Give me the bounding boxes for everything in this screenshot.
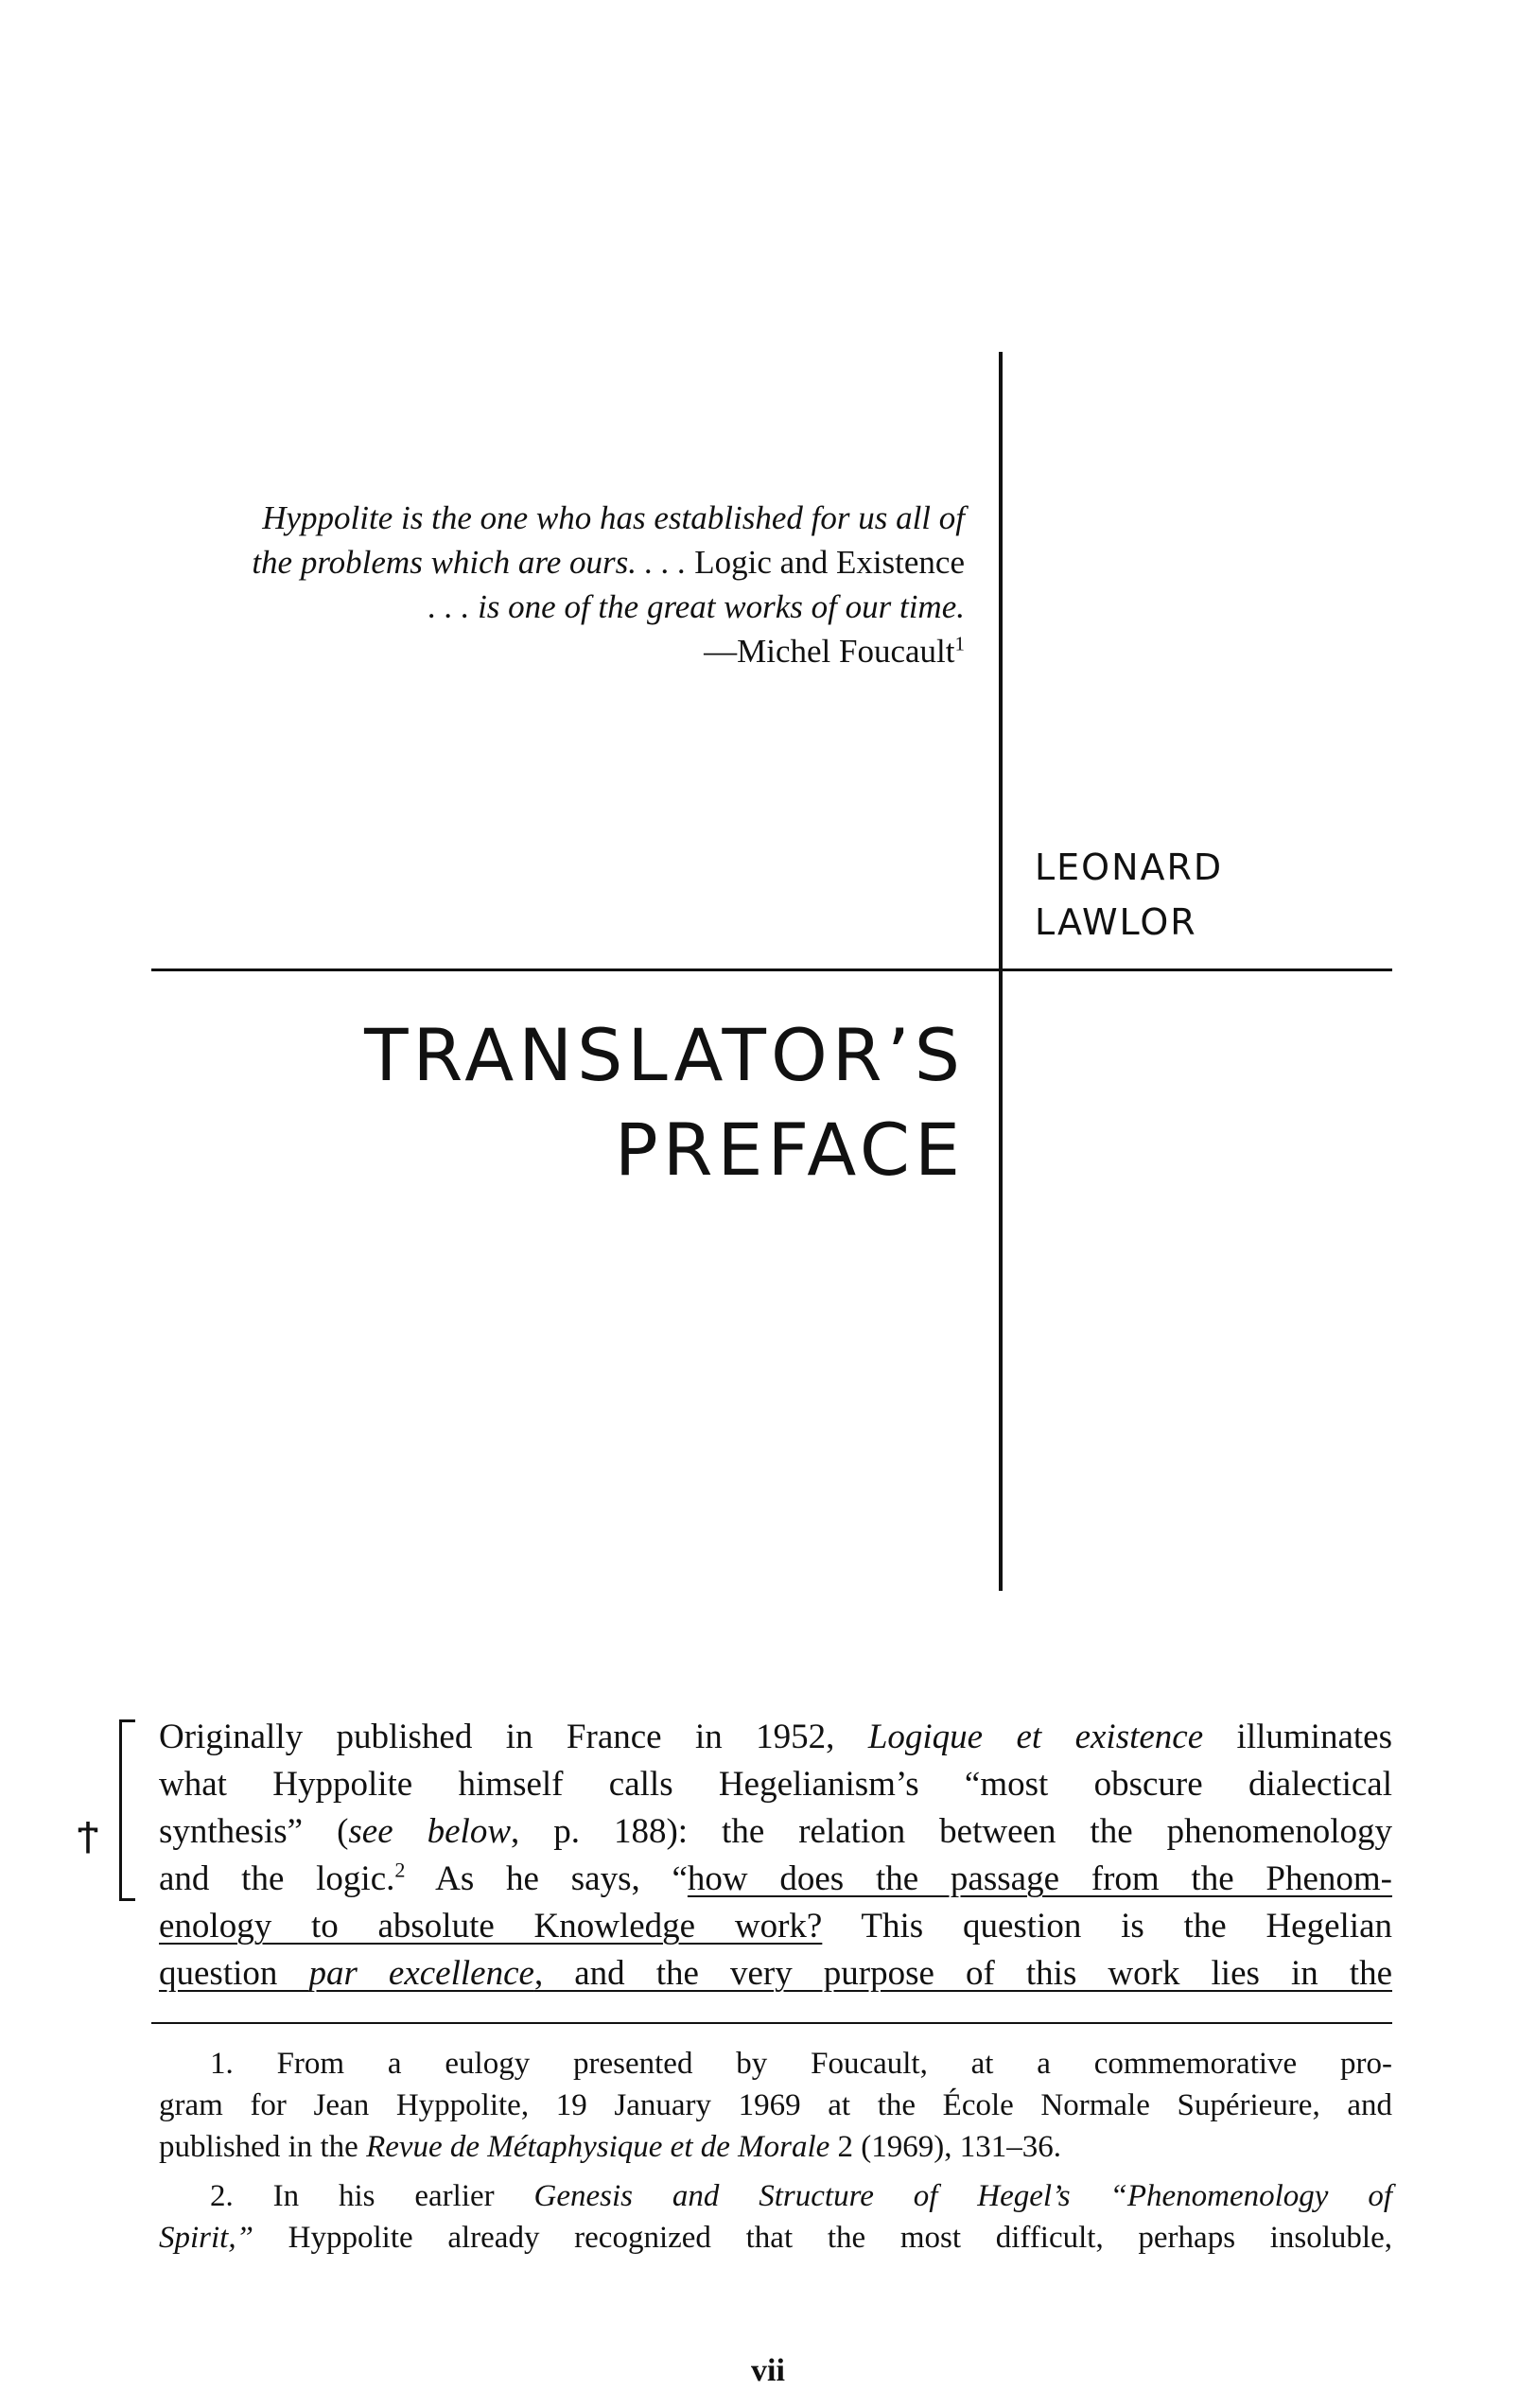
footnote-text-segment: 2 (1969), 131–36.	[829, 2130, 1062, 2164]
epigraph	[113, 496, 965, 673]
note-ref-2: 2	[394, 1858, 406, 1882]
footnote-1-line-1: 1. From a eulogy presented by Foucault, at a commemorative pro-	[210, 2047, 1392, 2081]
body-line-4	[159, 1856, 1392, 1903]
vertical-rule	[999, 352, 1003, 1591]
epigraph-line-3: . . . is one of the great works of our time.	[428, 588, 965, 625]
epigraph-line-1: Hyppolite is the one who has established for us all of	[262, 499, 965, 536]
journal-title-italic: Revue de Métaphysique et de Morale	[366, 2130, 830, 2164]
body-paragraph	[159, 1714, 1392, 1998]
footnote-text-segment: published in the	[159, 2130, 367, 2164]
book-title-italic: Spirit,”	[159, 2221, 253, 2255]
author-first-name: LEONARD	[1035, 846, 1224, 888]
chapter-title	[364, 1008, 965, 1197]
underlined-quote: how does the passage from the Phenom-	[687, 1859, 1392, 1898]
body-line-2: what Hyppolite himself calls Hegelianism’s “most obscure dialectical	[159, 1765, 1392, 1804]
footnote-1-line-3	[159, 2126, 1392, 2168]
body-line-3	[159, 1808, 1392, 1856]
page-number: vii	[751, 2353, 785, 2388]
epigraph-line-2-roman: Logic and Existence	[686, 544, 965, 581]
footnote-2-line-1	[159, 2175, 1392, 2217]
footnote-text-segment: Hyppolite already recognized that the most difficult, perhaps insoluble,	[253, 2221, 1392, 2255]
epigraph-line-2-italic: the problems which are ours. . . .	[252, 544, 687, 581]
underlined-text: question	[159, 1954, 309, 1993]
body-line-5	[159, 1903, 1392, 1950]
underlined-quote: enology to absolute Knowledge work?	[159, 1907, 823, 1946]
margin-annotation-mark: Ϯ	[78, 1816, 98, 1855]
footnote-1	[159, 2043, 1392, 2168]
epigraph-line-2	[113, 540, 965, 585]
body-text-segment: As he says, “	[405, 1859, 688, 1898]
body-line-6	[159, 1950, 1392, 1998]
epigraph-attribution	[113, 629, 965, 673]
see-below-italic: see below	[348, 1812, 512, 1851]
author-name	[1035, 840, 1223, 950]
body-text-segment: , p. 188): the relation between the phenomenology	[511, 1812, 1393, 1851]
title-line-2: PREFACE	[614, 1108, 965, 1192]
body-text-segment: This question is the Hegelian	[822, 1907, 1392, 1946]
body-text-segment: Originally published in France in 1952,	[159, 1718, 868, 1756]
body-text-segment: synthesis” (	[159, 1812, 349, 1851]
author-last-name: LAWLOR	[1035, 901, 1197, 943]
footnote-2	[159, 2175, 1392, 2259]
margin-bracket	[119, 1719, 135, 1901]
par-excellence-italic: par excellence	[308, 1954, 534, 1993]
footnote-text-segment: 2. In his earlier	[210, 2179, 534, 2213]
attribution-note-ref: 1	[954, 632, 965, 655]
footnote-1-line-2: gram for Jean Hyppolite, 19 January 1969 at the École Normale Supérieure, and	[159, 2088, 1392, 2122]
horizontal-rule	[151, 968, 1392, 971]
footnote-2-line-2	[159, 2217, 1392, 2259]
title-line-1: TRANSLATOR’S	[364, 1013, 965, 1097]
body-text-segment: illuminates	[1203, 1718, 1392, 1756]
book-title-italic: Logique et existence	[867, 1718, 1204, 1756]
footnote-separator	[151, 2022, 1392, 2024]
book-title-italic: Genesis and Structure of Hegel’s “Phenomenology of	[533, 2179, 1392, 2213]
body-text-segment: and the logic.	[159, 1859, 395, 1898]
attribution-name: —Michel Foucault	[704, 633, 955, 670]
underlined-text: , and the very purpose of this work lies in the	[533, 1954, 1392, 1993]
body-line-1	[159, 1714, 1392, 1761]
